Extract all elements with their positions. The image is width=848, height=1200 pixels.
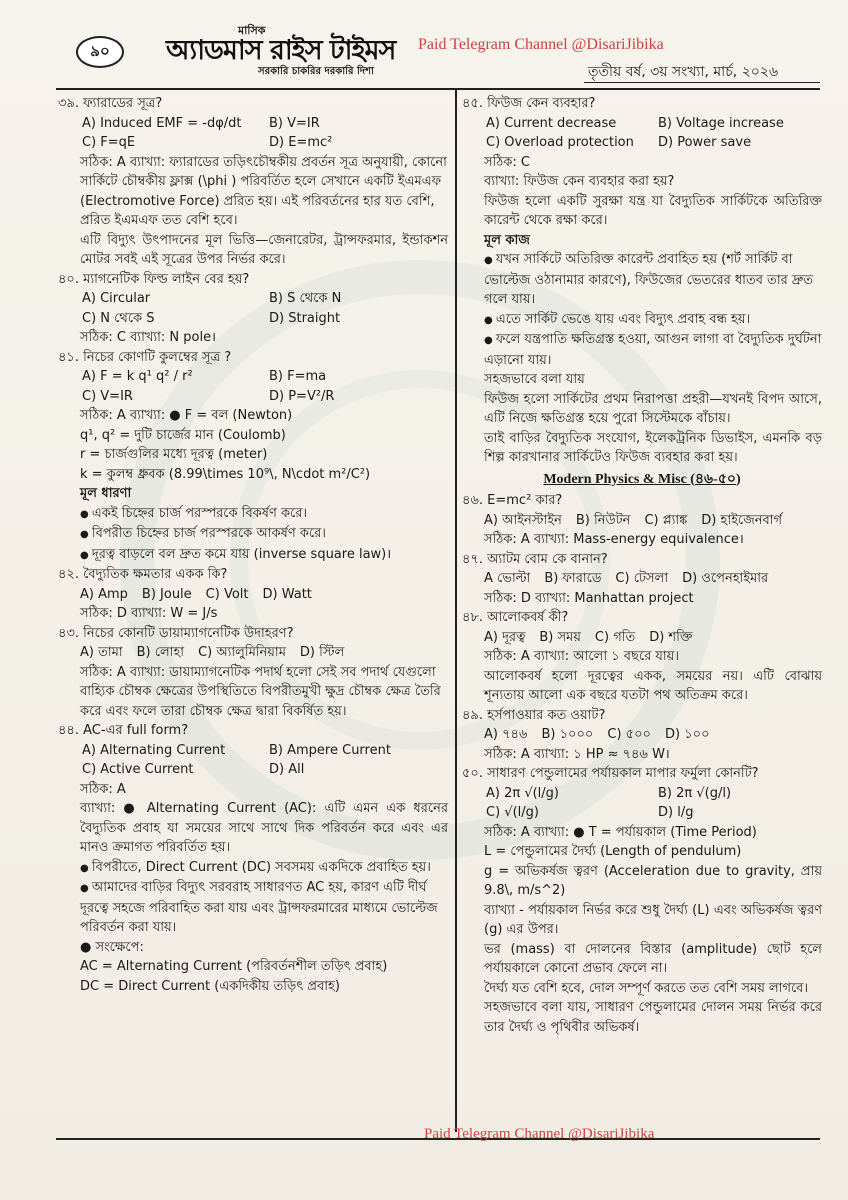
explanation-text: ভর (mass) বা দোলনের বিস্তার (amplitude) ছোট হলে পর্যায়কালে কোনো প্রভাব ফেলে না। <box>484 941 822 976</box>
answer-line: সঠিক: A ব্যাখ্যা: Mass-energy equivalence। <box>484 532 744 547</box>
answer-option: C) Overload protection <box>486 135 634 150</box>
answer-option: A) F = k q¹ q² / r² <box>82 369 193 384</box>
answer-option: C) অ্যালুমিনিয়াম <box>198 645 286 660</box>
explanation-text: তাই বাড়ির বৈদ্যুতিক সংযোগ, ইলেকট্রনিক ডিভাইস, এমনকি বড় শিল্প কারখানার সার্কিটেও ফিউজ ব্যবহার করা হয়। <box>484 430 822 465</box>
answer-option: B) Voltage increase <box>658 115 784 131</box>
explanation-text: ব্যাখ্যা: ফিউজ কেন ব্যবহার করা হয়? <box>484 174 675 189</box>
issue-underline <box>584 82 820 83</box>
explanation-text: ব্যাখ্যা - পর্যায়কাল নির্ভর করে শুধু দৈর্ঘ্য (L) এবং অভিকর্ষজ ত্বরণ (g) এর উপর। <box>484 902 822 937</box>
answer-line: সঠিক: A ব্যাখ্যা: ডায়াম্যাগনেটিক পদার্থ হলো সেই সব পদার্থ যেগুলো বাহ্যিক চৌম্বক ক্ষেত্রের উপস্থিতিতে বিপরীতমুখী ক্ষুদ্র চৌম্বক ক্ষেত্র তৈরি করে এবং ফলে তারা চৌম্বক ক্ষেত্র দ্বারা বিকর্ষিত হয়। <box>80 664 441 719</box>
answer-options <box>58 367 448 406</box>
answer-line: সঠিক: A ব্যাখ্যা: ● F = বল (Newton) <box>80 408 293 423</box>
answer-option: B) লোহা <box>136 645 185 660</box>
answer-options <box>462 784 822 823</box>
question: ৩৯. ফ্যারাডের সূত্র? <box>58 96 163 111</box>
answer-options <box>462 114 822 153</box>
answer-option: C) গতি <box>594 629 636 645</box>
answer-option: D) l/g <box>658 805 694 820</box>
bullet-point: ● যখন সার্কিটে অতিরিক্ত কারেন্ট প্রবাহিত হয় (শর্ট সার্কিট বা ভোল্টেজ ওঠানামার কারণে), ফিউজের ভেতরের ধাতব তার দ্রুত গলে যায়। <box>462 250 822 310</box>
bullet-point: ● বিপরীত চিহ্নের চার্জ পরস্পরকে আকর্ষণ করে। <box>58 524 448 545</box>
answer-option: A) Induced EMF = -dφ/dt <box>82 115 242 131</box>
explanation-text: সহজভাবে বলা যায় <box>484 372 585 387</box>
left-column <box>58 94 448 996</box>
question: ৪০. ম্যাগনেটিক ফিল্ড লাইন বের হয়? <box>58 271 250 287</box>
issue-info: তৃতীয় বর্ষ, ৩য় সংখ্যা, মার্চ, ২০২৬ <box>588 64 779 80</box>
explanation-text: ফিউজ হলো সার্কিটের প্রথম নিরাপত্তা প্রহরী—যখনই বিপদ আসে, এটি নিজে ক্ষতিগ্রস্ত হয়ে পুরো সিস্টেমকে বাঁচায়। <box>484 391 822 426</box>
answer-option: B) V=IR <box>269 115 320 131</box>
answer-option: C) F=qE <box>82 135 136 150</box>
answer-options <box>462 725 822 745</box>
header-rule <box>56 88 820 90</box>
answer-option: B) ফারাডে <box>544 571 602 586</box>
answer-option: A) Current decrease <box>486 115 617 131</box>
explanation-text: g = অভিকর্ষজ ত্বরণ (Acceleration due to gravity, প্রায় 9.8\, m/s^2) <box>484 863 822 898</box>
explanation-text: DC = Direct Current (একদিকীয় তড়িৎ প্রবাহ) <box>80 978 340 994</box>
answer-option: A) 2π √(l/g) <box>486 785 559 801</box>
explanation-text: সহজভাবে বলা যায়, সাধারণ পেন্ডুলামের দোলন সময় নির্ভর করে তার দৈর্ঘ্য ও পৃথিবীর অভিকর্ষ। <box>484 1000 822 1035</box>
answer-option: B) নিউটন <box>575 512 631 528</box>
answer-option: D) Watt <box>262 586 312 602</box>
explanation-text: আলোকবর্ষ হলো দূরত্বের একক, সময়ের নয়। এটি বোঝায় শূন্যতায় আলো এক বছরে যতটা পথ অতিক্রম করে। <box>484 668 822 703</box>
answer-options <box>58 114 448 153</box>
question: ৪৫. ফিউজ কেন ব্যবহার? <box>462 96 596 111</box>
answer-option: D) স্টিল <box>299 645 345 660</box>
answer-options <box>58 585 448 605</box>
answer-line: সঠিক: A <box>80 781 126 797</box>
answer-option: A) দূরত্ব <box>484 629 526 645</box>
answer-option: A) Circular <box>82 291 151 306</box>
brand-logo-text: অ্যাডমাস রাইস টাইমস <box>166 35 396 66</box>
bullet-point: ● বিপরীতে, Direct Current (DC) সবসময় একদিকে প্রবাহিত হয়। <box>58 858 448 879</box>
bullet-point: ● আমাদের বাড়ির বিদ্যুৎ সরবরাহ সাধারণত AC হয়, কারণ এটি দীর্ঘ দূরত্বে সহজে পরিবাহিত করা যায় এবং ট্রান্সফরমারের মাধ্যমে ভোল্টেজ পরিবর্তন করা যায়। <box>58 878 448 938</box>
bullet-point: ● ফলে যন্ত্রপাতি ক্ষতিগ্রস্ত হওয়া, আগুন লাগা বা বৈদ্যুতিক দুর্ঘটনা এড়ানো যায়। <box>462 330 822 370</box>
explanation-text: ব্যাখ্যা: ● Alternating Current (AC): এটি এমন এক ধরনের বৈদ্যুতিক প্রবাহ যা সময়ের সাথে সাথে দিক পরিবর্তন করে এবং এর মানও ক্রমাগত পরিবর্তিত হয়। <box>80 801 448 855</box>
answer-option: A ভোল্টা <box>484 571 531 586</box>
answer-option: D) Straight <box>269 310 341 326</box>
telegram-watermark-bottom: Paid Telegram Channel @DisariJibika <box>424 1126 655 1142</box>
answer-options <box>58 289 448 328</box>
answer-line: সঠিক: C <box>484 154 530 170</box>
bullet-point: ● একই চিহ্নের চার্জ পরস্পরকে বিকর্ষণ করে। <box>58 504 448 525</box>
answer-line: সঠিক: A ব্যাখ্যা: ফ্যারাডের তড়িৎচৌম্বকীয় প্রবর্তন সূত্র অনুযায়ী, কোনো সার্কিটে চৌম্বকীয় ফ্লাক্স (\phi ) পরিবর্তিত হলে সেখানে একটি ইএমএফ (Electromotive Force) প্ররিত হয়। এই পরিবর্তনের হার যত বেশি, প্ররিত ইএমএফ তত বেশি হবে। <box>80 154 447 228</box>
answer-line: সঠিক: A ব্যাখ্যা: আলো ১ বছরে যায়। <box>484 649 679 664</box>
section-heading: Modern Physics & Misc (৪৬-৫০) <box>543 471 741 487</box>
answer-options <box>462 628 822 648</box>
explanation-text: L = পেন্ডুলামের দৈর্ঘ্য (Length of pendulum) <box>484 844 742 859</box>
section-label: মূল কাজ <box>484 232 530 248</box>
question: ৪৪. AC-এর full form? <box>58 723 189 738</box>
answer-line: সঠিক: C ব্যাখ্যা: N pole। <box>80 330 217 345</box>
answer-option: C) টেসলা <box>615 571 669 586</box>
explanation-text: k = কুলম্ব ধ্রুবক (8.99\times 10⁹\, N\cdot m²/C²) <box>80 466 371 482</box>
bullet-point: ● এতে সার্কিট ভেঙে যায় এবং বিদ্যুৎ প্রবাহ বন্ধ হয়। <box>462 310 822 331</box>
answer-options <box>58 643 448 663</box>
question: ৪৮. আলোকবর্ষ কী? <box>462 610 569 625</box>
brand-subtitle: সরকারি চাকরির দরকারি দিশা <box>258 66 374 77</box>
question: ৪৯. হর্সপাওয়ার কত ওয়াট? <box>462 707 606 723</box>
right-column <box>462 94 822 1037</box>
answer-option: A) Alternating Current <box>82 742 226 758</box>
answer-option: D) ১০০ <box>665 727 710 742</box>
answer-option: C) ৫০০ <box>607 727 651 742</box>
question: ৪৭. অ্যাটম বোম কে বানান? <box>462 551 608 567</box>
answer-option: A) Amp <box>80 586 128 602</box>
question: ৪৬. E=mc² কার? <box>462 493 563 508</box>
explanation-text: AC = Alternating Current (পরিবর্তনশীল তড়িৎ প্রবাহ) <box>80 959 388 974</box>
answer-option: B) F=ma <box>269 369 327 384</box>
answer-line: সঠিক: A ব্যাখ্যা: ● T = পর্যায়কাল (Time Period) <box>484 824 757 840</box>
question: ৫০. সাধারণ পেন্ডুলামের পর্যায়কাল মাপার ফর্মুলা কোনটি? <box>462 766 759 781</box>
page-header <box>0 0 848 92</box>
answer-options <box>462 569 822 589</box>
answer-option: B) Ampere Current <box>269 742 391 758</box>
column-divider <box>455 90 457 1132</box>
answer-options <box>58 741 448 780</box>
explanation-text: এটি বিদ্যুৎ উৎপাদনের মূল ভিত্তি—জেনারেটর, ট্রান্সফরমার, ইন্ডাকশন মোটর সবই এই সূত্রের উপর নির্ভর করে। <box>80 232 448 267</box>
question: ৪৩. নিচের কোনটি ডায়াম্যাগনেটিক উদাহরণ? <box>58 625 294 641</box>
explanation-text: ফিউজ হলো একটি সুরক্ষা যন্ত্র যা বৈদ্যুতিক সার্কিটকে অতিরিক্ত কারেন্ট থেকে রক্ষা করে। <box>484 193 822 228</box>
answer-option: C) Active Current <box>82 762 194 777</box>
answer-option: D) Power save <box>658 135 752 150</box>
page-number: ৯০ <box>76 36 124 68</box>
answer-option: C) প্ল্যাঙ্ক <box>644 512 688 528</box>
answer-option: B) 2π √(g/l) <box>658 785 732 801</box>
section-label: মূল ধারণা <box>80 486 132 501</box>
answer-option: C) N থেকে S <box>82 310 155 326</box>
answer-option: B) ১০০০ <box>541 727 594 742</box>
answer-options <box>462 511 822 531</box>
answer-option: D) E=mc² <box>269 135 333 150</box>
answer-option: A) তামা <box>80 645 123 660</box>
bullet-point: ● দূরত্ব বাড়লে বল দ্রুত কমে যায় (inverse square law)। <box>58 545 448 566</box>
answer-option: B) Joule <box>141 586 192 602</box>
answer-option: B) S থেকে N <box>269 291 342 306</box>
answer-option: A) আইনস্টাইন <box>484 512 562 528</box>
answer-option: D) All <box>269 762 305 777</box>
question: ৪১. নিচের কোণটি কুলম্বের সূত্র ? <box>58 349 232 365</box>
answer-line: সঠিক: A ব্যাখ্যা: ১ HP ≈ ৭৪৬ W। <box>484 746 670 762</box>
answer-line: সঠিক: D ব্যাখ্যা: W = J/s <box>80 606 218 621</box>
question: ৪২. বৈদ্যুতিক ক্ষমতার একক কি? <box>58 567 228 582</box>
answer-option: D) ওপেনহাইমার <box>682 571 769 586</box>
answer-option: C) √(l/g) <box>486 805 539 820</box>
brand-tagline-top: মাসিক <box>238 24 266 37</box>
answer-option: C) Volt <box>205 586 249 602</box>
answer-option: A) ৭৪৬ <box>484 727 528 742</box>
answer-option: D) হাইজেনবার্গ <box>701 512 782 528</box>
explanation-text: q¹, q² = দুটি চার্জের মান (Coulomb) <box>80 427 286 443</box>
explanation-text: r = চার্জগুলির মধ্যে দূরত্ব (meter) <box>80 447 268 462</box>
answer-option: B) সময় <box>539 629 581 645</box>
answer-line: সঠিক: D ব্যাখ্যা: Manhattan project <box>484 590 694 606</box>
explanation-text: ● সংক্ষেপে: <box>80 939 144 955</box>
explanation-text: দৈর্ঘ্য যত বেশি হবে, দোল সম্পূর্ণ করতে তত বেশি সময় লাগবে। <box>484 980 809 996</box>
answer-option: D) শক্তি <box>649 629 693 645</box>
telegram-watermark-top: Paid Telegram Channel @DisariJibika <box>418 36 664 53</box>
answer-option: D) P=V²/R <box>269 388 335 404</box>
answer-option: C) V=IR <box>82 388 133 404</box>
